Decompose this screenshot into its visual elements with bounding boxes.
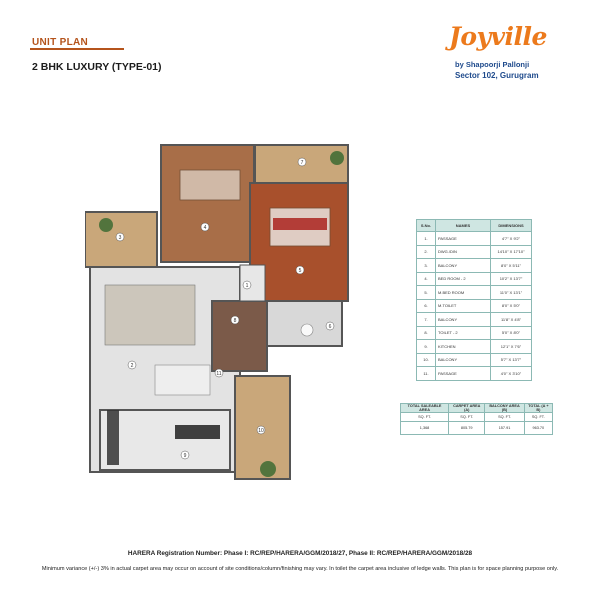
room-marker-9 xyxy=(181,451,189,459)
room-marker-11 xyxy=(215,369,223,377)
row-no: 10. xyxy=(417,353,436,367)
row-dim: 5'7" X 13'7" xyxy=(491,353,532,367)
area-unit: SQ. FT. xyxy=(485,413,524,422)
svg-text:1: 1 xyxy=(245,283,249,289)
row-dim: 4'7" X 9'2" xyxy=(491,232,532,246)
row-name: PASSAGE xyxy=(436,367,491,381)
row-name: KITCHEN xyxy=(436,340,491,354)
area-unit: SQ. FT. xyxy=(401,413,449,422)
table-row xyxy=(417,259,532,273)
brand-by-line: by Shapoorji Pallonji xyxy=(455,60,530,69)
area-value-balcony: 157.91 xyxy=(485,422,524,435)
room-marker-6 xyxy=(326,322,334,330)
svg-text:4: 4 xyxy=(203,225,207,231)
table-row xyxy=(417,272,532,286)
table-row xyxy=(417,326,532,340)
svg-text:5: 5 xyxy=(298,268,302,274)
svg-text:2: 2 xyxy=(130,363,134,369)
row-name: DWG./DIN xyxy=(436,245,491,259)
svg-text:9: 9 xyxy=(183,453,187,459)
row-name: BALCONY xyxy=(436,313,491,327)
row-dim: 11'8" X 4'8" xyxy=(491,313,532,327)
svg-text:8: 8 xyxy=(233,318,237,324)
row-dim: 14'10" X 17'10" xyxy=(491,245,532,259)
rera-registration: HARERA Registration Number: Phase I: RC/REP/HARERA/GGM/2018/27, Phase II: RC/REP/HARERA/GGM/2018/28 xyxy=(127,550,473,557)
row-name: BALCONY xyxy=(436,353,491,367)
row-no: 2. xyxy=(417,245,436,259)
row-name: M.BED ROOM xyxy=(436,286,491,300)
row-name: BED ROOM - 2 xyxy=(436,272,491,286)
row-dim: 10'2" X 13'7" xyxy=(491,272,532,286)
table-row xyxy=(417,340,532,354)
area-header-row xyxy=(401,404,553,413)
section-divider xyxy=(30,48,124,50)
room-marker-2 xyxy=(128,361,136,369)
area-col-balcony: BALCONY AREA (B) xyxy=(485,404,524,413)
row-name: TOILET - 2 xyxy=(436,326,491,340)
row-dim: 5'0" X 8'0" xyxy=(491,326,532,340)
area-values-row xyxy=(401,422,553,435)
brand-logo-wordmark: Joyville xyxy=(449,22,547,51)
svg-text:3: 3 xyxy=(118,235,122,241)
area-value-saleable: 1,368 xyxy=(401,422,449,435)
unit-title: 2 BHK LUXURY (TYPE-01) xyxy=(32,61,162,73)
area-unit: SQ. FT. xyxy=(449,413,485,422)
row-name: PASSAGE xyxy=(436,232,491,246)
area-statement-table xyxy=(400,403,553,435)
row-dim: 4'0" X 3'10" xyxy=(491,367,532,381)
row-name: BALCONY xyxy=(436,259,491,273)
row-no: 7. xyxy=(417,313,436,327)
area-col-saleable: TOTAL SALEABLE AREA xyxy=(401,404,449,413)
table-row xyxy=(417,299,532,313)
room-marker-10 xyxy=(257,426,265,434)
area-units-row xyxy=(401,413,553,422)
row-no: 3. xyxy=(417,259,436,273)
table-row xyxy=(417,367,532,381)
room-schedule xyxy=(416,219,532,381)
row-no: 11. xyxy=(417,367,436,381)
room-schedule-header-row xyxy=(417,220,532,232)
room-marker-5 xyxy=(296,266,304,274)
svg-text:11: 11 xyxy=(216,371,222,377)
room-schedule-table xyxy=(416,219,532,381)
table-row xyxy=(417,286,532,300)
table-row xyxy=(417,245,532,259)
table-row xyxy=(417,232,532,246)
area-value-total: 963.70 xyxy=(524,422,552,435)
disclaimer: Minimum variance (+/-) 3% in actual carpet area may occur on account of site conditions/column/finishing may vary. In toilet the carpet area inclusive of ledge walls. This plan is for space planning purpose only. xyxy=(41,566,559,572)
section-label: UNIT PLAN xyxy=(32,37,89,48)
row-no: 1. xyxy=(417,232,436,246)
row-dim: 11'0" X 13'1" xyxy=(491,286,532,300)
row-dim: 8'0" X 5'11" xyxy=(491,259,532,273)
row-dim: 8'0" X 5'0" xyxy=(491,299,532,313)
room-marker-7 xyxy=(298,158,306,166)
row-no: 6. xyxy=(417,299,436,313)
row-no: 8. xyxy=(417,326,436,340)
area-value-carpet: 805.79 xyxy=(449,422,485,435)
row-name: M.TOILET xyxy=(436,299,491,313)
room-marker-1 xyxy=(243,281,251,289)
area-unit: SQ. FT. xyxy=(524,413,552,422)
area-col-total: TOTAL (A + B) xyxy=(524,404,552,413)
row-no: 4. xyxy=(417,272,436,286)
room-marker-8 xyxy=(231,316,239,324)
table-row xyxy=(417,313,532,327)
room-marker-4 xyxy=(201,223,209,231)
row-dim: 12'1" X 7'6" xyxy=(491,340,532,354)
col-header-sno: S.No. xyxy=(417,220,436,232)
col-header-names: NAMES xyxy=(436,220,491,232)
area-statement xyxy=(400,403,553,435)
room-marker-3 xyxy=(116,233,124,241)
svg-text:6: 6 xyxy=(328,324,332,330)
row-no: 5. xyxy=(417,286,436,300)
table-row xyxy=(417,353,532,367)
svg-text:10: 10 xyxy=(258,428,264,434)
floor-plan-illustration xyxy=(85,140,360,485)
row-no: 9. xyxy=(417,340,436,354)
col-header-dimensions: DIMENSIONS xyxy=(491,220,532,232)
brand-location: Sector 102, Gurugram xyxy=(455,71,539,80)
area-col-carpet: CARPET AREA (A) xyxy=(449,404,485,413)
svg-text:7: 7 xyxy=(300,160,304,166)
